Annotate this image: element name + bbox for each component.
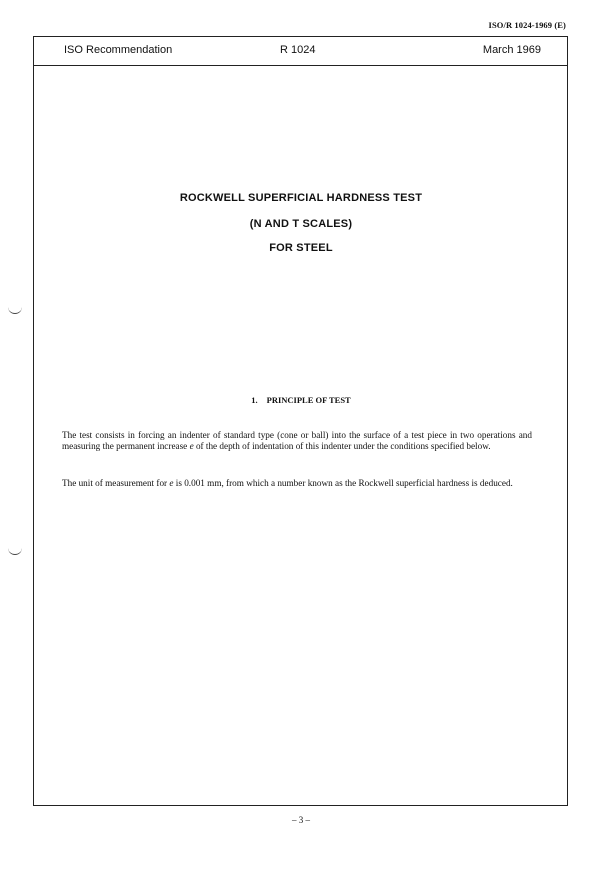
section-title: PRINCIPLE OF TEST — [266, 395, 351, 405]
page-number: – 3 – — [292, 815, 310, 825]
paragraph-1-text-b: of the depth of indentation of this indenter under the conditions specified below. — [195, 441, 491, 452]
margin-mark — [8, 305, 22, 314]
paragraph-principle — [62, 430, 532, 453]
variable-e: e — [169, 478, 174, 488]
section-number: 1. — [251, 395, 258, 405]
section-heading — [0, 395, 602, 405]
paragraph-1-text-a: The test consists in forcing an indenter of standard type (cone or ball) into the surface of a test piece in two operations and measuring the permanent increase — [62, 430, 532, 452]
margin-mark — [8, 546, 22, 555]
header-bar — [34, 37, 567, 66]
header-right: March 1969 — [482, 44, 541, 56]
header-center: R 1024 — [280, 44, 316, 56]
document-reference: ISO/R 1024-1969 (E) — [488, 20, 566, 30]
paragraph-2-text-a: The unit of measurement for — [62, 478, 168, 488]
title-line-3: FOR STEEL — [269, 242, 333, 254]
header-left: ISO Recommendation — [64, 44, 173, 56]
variable-e: e — [189, 441, 194, 452]
page-frame — [33, 36, 568, 806]
paragraph-2-text-b: is 0.001 mm, from which a number known as the Rockwell superficial hardness is deduced. — [175, 478, 513, 488]
paragraph-unit — [62, 478, 532, 489]
title-line-1: ROCKWELL SUPERFICIAL HARDNESS TEST — [179, 192, 423, 204]
title-line-2: (N AND T SCALES) — [249, 218, 353, 230]
